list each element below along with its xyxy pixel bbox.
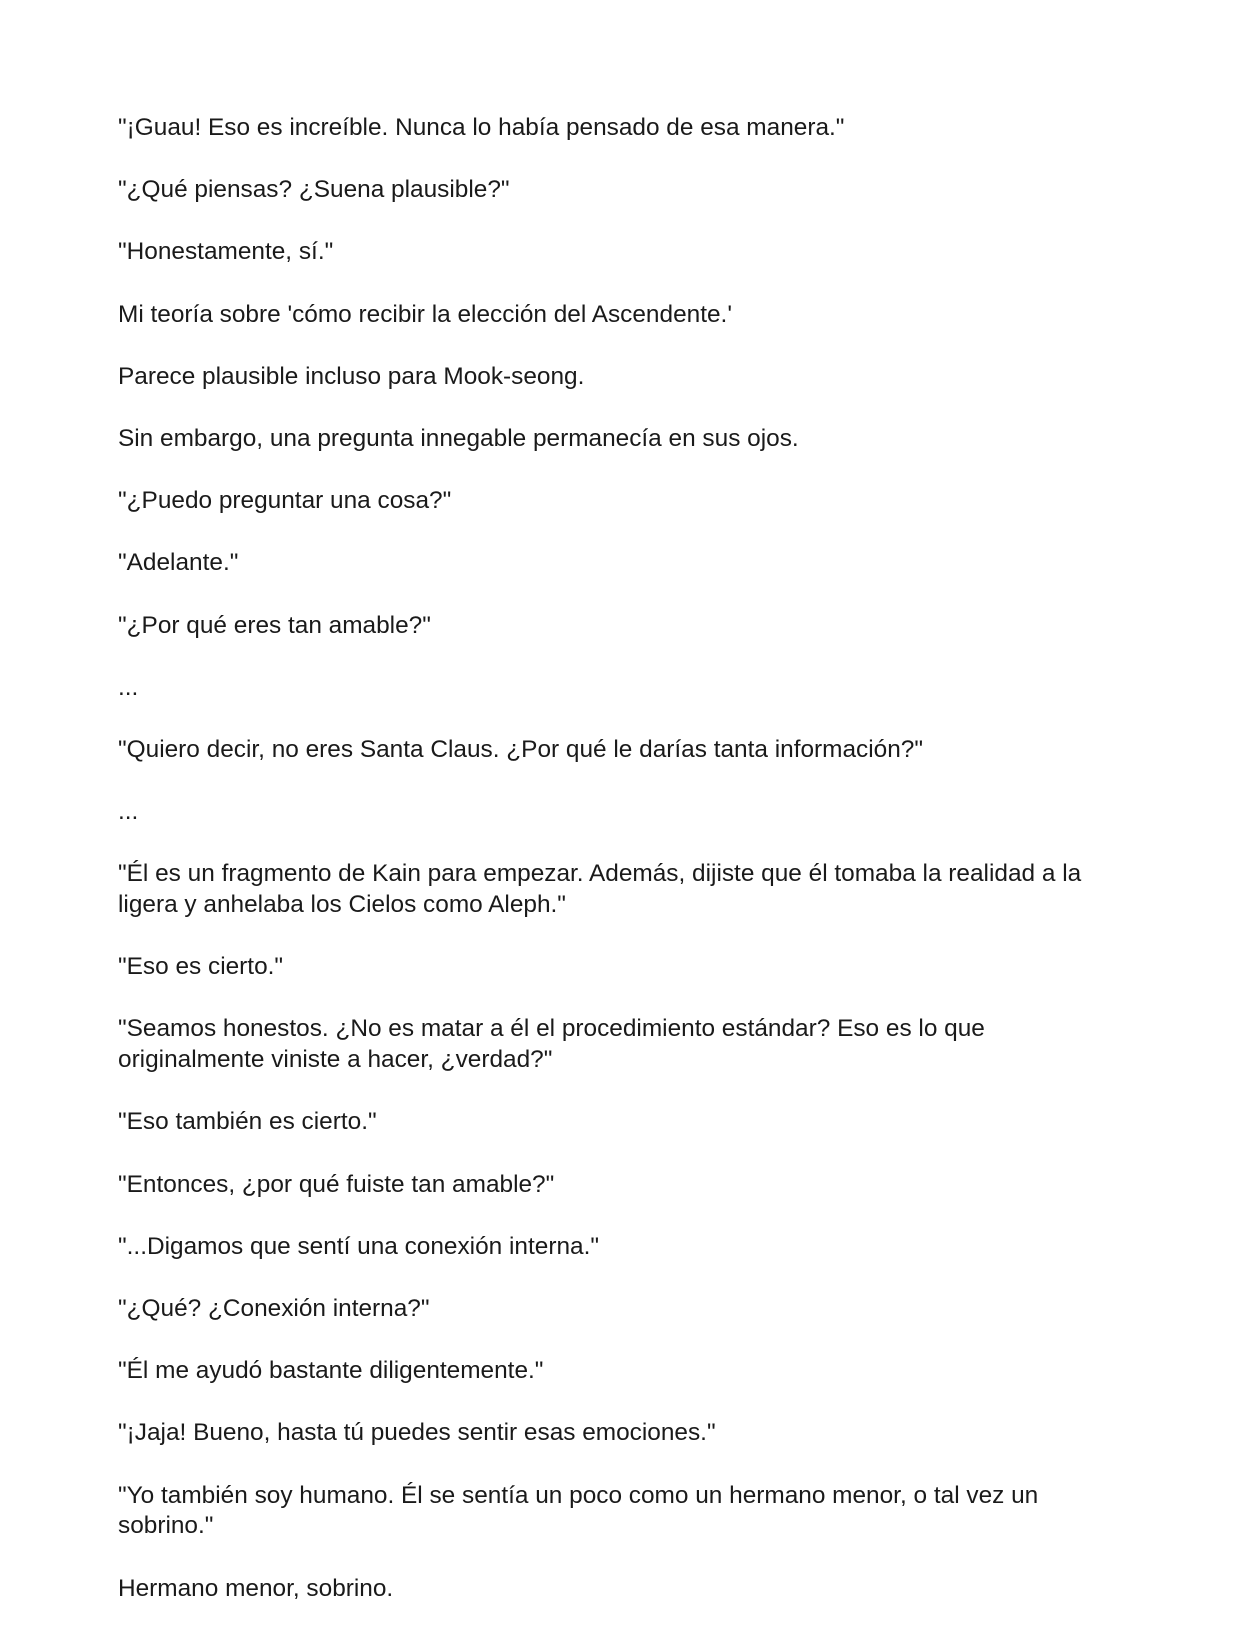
- paragraph: "Eso también es cierto.": [118, 1108, 377, 1136]
- paragraph: "¡Guau! Eso es increíble. Nunca lo había pensado de esa manera.": [118, 114, 845, 141]
- paragraph: "¿Qué piensas? ¿Suena plausible?": [118, 176, 510, 204]
- paragraph: Parece plausible incluso para Mook-seong.: [118, 362, 585, 390]
- paragraph: "Adelante.": [118, 549, 239, 577]
- paragraph: "Eso es cierto.": [118, 953, 284, 981]
- paragraph: "Él me ayudó bastante diligentemente.": [118, 1357, 544, 1385]
- paragraph: Sin embargo, una pregunta innegable permanecía en sus ojos.: [118, 424, 799, 452]
- paragraph: "Yo también soy humano. Él se sentía un poco como un hermano menor, o tal vez un sobrino.": [118, 1481, 1039, 1540]
- paragraph: "Seamos honestos. ¿No es matar a él el procedimiento estándar? Eso es lo que originalmente viniste a hacer, ¿verdad?": [118, 1015, 985, 1074]
- paragraph: Hermano menor, sobrino.: [118, 1574, 394, 1602]
- paragraph: "...Digamos que sentí una conexión interna.": [118, 1232, 600, 1260]
- paragraph: "Él es un fragmento de Kain para empezar. Además, dijiste que él tomaba la realidad a la ligera y anhelaba los Cielos como Aleph.": [118, 860, 1082, 919]
- paragraph: "Honestamente, sí.": [118, 238, 334, 266]
- paragraph: "¿Por qué eres tan amable?": [118, 611, 431, 639]
- paragraph: "Quiero decir, no eres Santa Claus. ¿Por qué le darías tanta información?": [118, 735, 924, 763]
- paragraph: ...: [118, 673, 139, 701]
- paragraph: "¡Jaja! Bueno, hasta tú puedes sentir esas emociones.": [118, 1419, 716, 1447]
- paragraph: "¿Qué? ¿Conexión interna?": [118, 1294, 430, 1322]
- paragraph: ...: [118, 798, 139, 826]
- paragraph: "Entonces, ¿por qué fuiste tan amable?": [118, 1170, 555, 1198]
- paragraph: Mi teoría sobre 'cómo recibir la elección del Ascendente.': [118, 300, 732, 328]
- document-page: [118, 113, 1108, 1636]
- paragraph: "¿Puedo preguntar una cosa?": [118, 487, 452, 515]
